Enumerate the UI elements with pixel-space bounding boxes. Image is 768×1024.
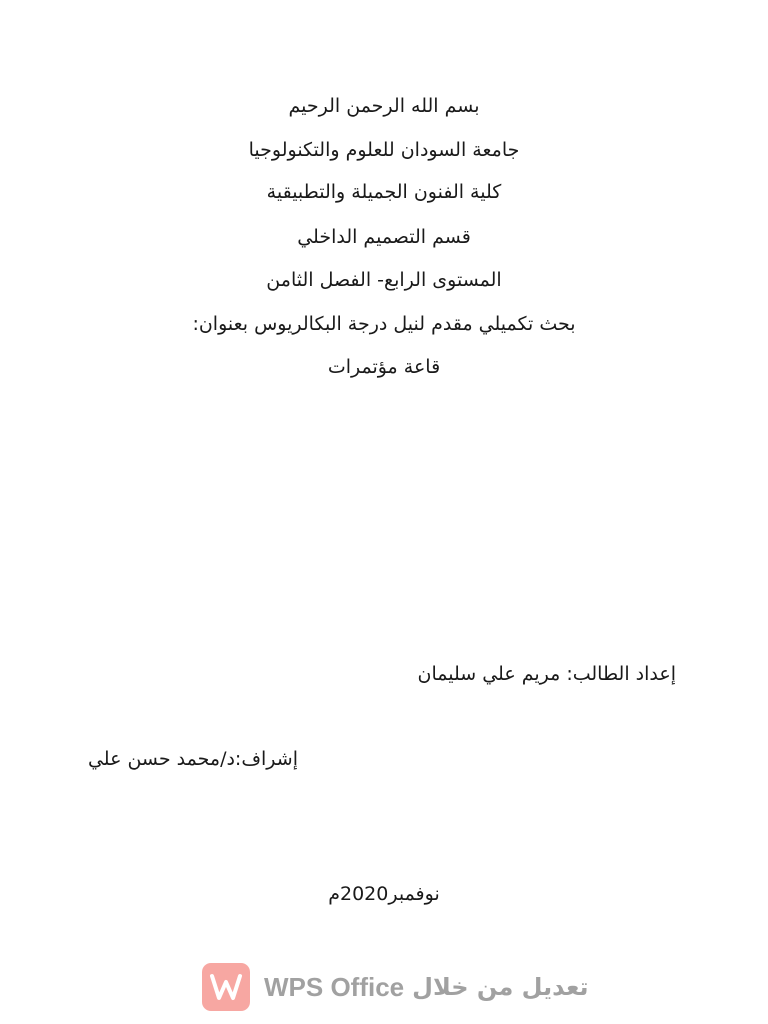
wps-watermark (202, 962, 589, 1012)
document-date: نوفمبر2020م (328, 883, 440, 905)
wps-brand-text: WPS Office (264, 971, 405, 1002)
level-semester: المستوى الرابع- الفصل الثامن (266, 269, 502, 291)
department-name: قسم التصميم الداخلي (297, 226, 471, 248)
university-name: جامعة السودان للعلوم والتكنولوجيا (248, 139, 520, 161)
wps-logo-icon (202, 963, 250, 1011)
student-name: إعداد الطالب: مريم علي سليمان (417, 663, 676, 685)
college-name: كلية الفنون الجميلة والتطبيقية (266, 181, 502, 203)
research-title: قاعة مؤتمرات (327, 356, 441, 378)
research-intro: بحث تكميلي مقدم لنيل درجة البكالريوس بعنوان: (192, 313, 576, 335)
basmala: بسم الله الرحمن الرحيم (288, 95, 480, 117)
supervisor-name: إشراف:د/محمد حسن علي (87, 748, 298, 770)
wps-arabic-text: تعديل من خلال (412, 973, 589, 1001)
